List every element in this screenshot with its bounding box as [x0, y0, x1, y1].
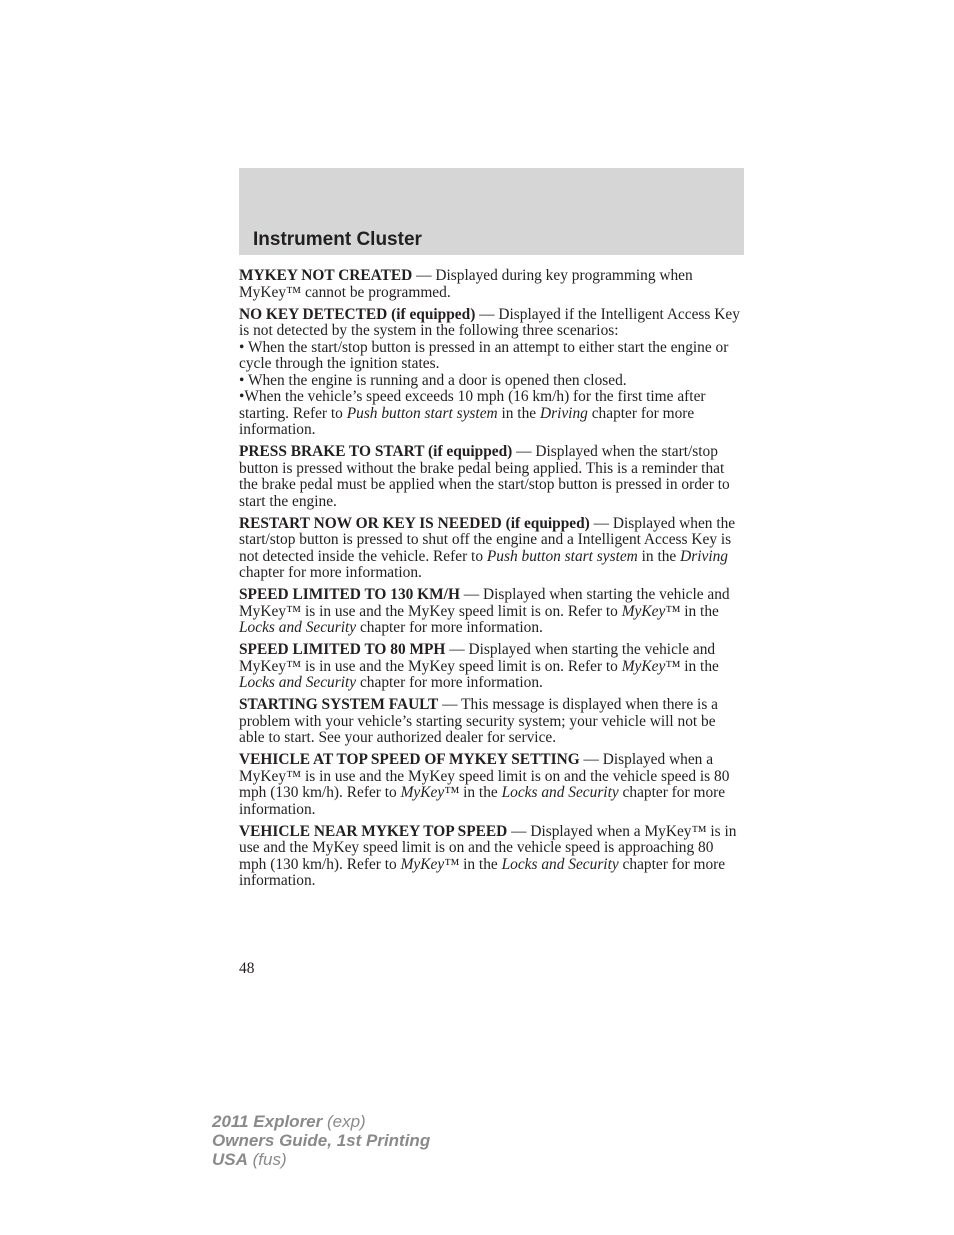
- entry-term: SPEED LIMITED TO 130 KM/H: [239, 586, 460, 603]
- entry-term: SPEED LIMITED TO 80 MPH: [239, 641, 446, 658]
- entry-text: chapter for more information.: [356, 619, 543, 636]
- cross-reference: Push button start system: [346, 404, 498, 422]
- entry-text: — Displayed when starting the vehicle and MyKey™ is in use and the MyKey speed limit is on. Refer to: [239, 586, 730, 620]
- entry-vehicle-at-top-speed: [239, 752, 744, 818]
- entry-text: in the: [680, 602, 719, 620]
- cross-reference: MyKey™: [400, 784, 460, 801]
- bullet-text: chapter for more information.: [239, 404, 695, 438]
- entry-term: VEHICLE NEAR MYKEY TOP SPEED: [239, 822, 508, 840]
- entry-text: — Displayed if the Intelligent Access Key is not detected by the system in the following three scenarios:: [239, 305, 740, 339]
- entry-mykey-not-created: [239, 268, 744, 301]
- entry-speed-limited-80: [239, 642, 744, 692]
- entry-text: in the: [680, 657, 719, 675]
- cross-reference: Locks and Security: [501, 855, 619, 873]
- entry-text: chapter for more information.: [356, 674, 543, 691]
- entry-text: — Displayed when a MyKey™ is in use and the MyKey speed limit is on and the vehicle speed is approaching 80 mph (130 km/h). Refer to: [239, 822, 737, 873]
- entry-term: MYKEY NOT CREATED: [239, 267, 413, 284]
- cross-reference: MyKey™: [621, 602, 681, 620]
- section-title: Instrument Cluster: [253, 229, 422, 250]
- entry-text: chapter for more information.: [239, 784, 726, 818]
- cross-reference: MyKey™: [621, 657, 681, 675]
- entry-term: PRESS BRAKE TO START (if equipped): [239, 443, 513, 460]
- footer-line-guide: [212, 1131, 430, 1150]
- entry-text: chapter for more information.: [239, 855, 726, 889]
- cross-reference: Push button start system: [486, 547, 638, 565]
- cross-reference: Locks and Security: [239, 674, 357, 691]
- entry-intro: [239, 307, 744, 340]
- entry-term: STARTING SYSTEM FAULT: [239, 696, 439, 713]
- entry-text: — Displayed when a MyKey™ is in use and the MyKey speed limit is on and the vehicle speed is 80 mph (130 km/h). Refer to: [239, 751, 730, 801]
- footer-model: 2011 Explorer: [212, 1112, 323, 1131]
- entry-text: chapter for more information.: [239, 564, 422, 581]
- entry-text: in the: [459, 855, 502, 873]
- footer-guide: Owners Guide, 1st Printing: [212, 1131, 431, 1150]
- entry-text: — Displayed during key programming when MyKey™ cannot be programmed.: [239, 267, 693, 301]
- cross-reference: Locks and Security: [239, 619, 357, 636]
- entry-text: — Displayed when the start/stop button is pressed to shut off the engine and a Intelligent Access Key is not detected inside the vehicle. Refer to: [239, 514, 736, 565]
- footer-line-model: [212, 1112, 430, 1131]
- entry-press-brake-to-start: [239, 444, 744, 510]
- entry-text: in the: [459, 784, 502, 801]
- page-number: 48: [239, 960, 255, 977]
- bullet-item: • When the engine is running and a door is opened then closed.: [239, 371, 627, 389]
- bullet-item: [239, 389, 744, 439]
- entry-term: VEHICLE AT TOP SPEED OF MYKEY SETTING: [239, 751, 580, 768]
- entry-term: NO KEY DETECTED (if equipped): [239, 305, 476, 323]
- entry-text: — Displayed when starting the vehicle and MyKey™ is in use and the MyKey speed limit is on. Refer to: [239, 641, 716, 675]
- bullet-text: in the: [497, 404, 540, 422]
- document-footer: [212, 1112, 430, 1169]
- entry-speed-limited-130: [239, 587, 744, 637]
- footer-market: USA: [212, 1150, 248, 1169]
- entry-restart-now: [239, 516, 744, 582]
- page-content: [239, 268, 744, 895]
- entry-text: in the: [637, 547, 681, 565]
- entry-vehicle-near-top-speed: [239, 824, 744, 890]
- entry-text: — Displayed when the start/stop button is pressed without the brake pedal being applied. This is a reminder that the brake pedal must be applied when the start/stop button is pressed in order to start the engine.: [239, 443, 730, 510]
- section-header-band: [239, 168, 744, 255]
- entry-term: RESTART NOW OR KEY IS NEEDED (if equipped): [239, 514, 590, 532]
- cross-reference: MyKey™: [400, 855, 460, 873]
- bullet-item: • When the start/stop button is pressed in an attempt to either start the engine or cycle through the ignition states.: [239, 338, 729, 372]
- entry-no-key-detected: [239, 307, 744, 439]
- footer-market-code: (fus): [247, 1150, 287, 1169]
- cross-reference: Driving: [680, 547, 729, 565]
- entry-text: — This message is displayed when there is a problem with your vehicle’s starting security system; your vehicle will not be able to start. See your authorized dealer for service.: [239, 696, 718, 746]
- bullet-text: •When the vehicle’s speed exceeds 10 mph (16 km/h) for the first time after starting. Refer to: [239, 388, 706, 422]
- cross-reference: Driving: [539, 404, 588, 422]
- entry-starting-system-fault: [239, 697, 744, 747]
- cross-reference: Locks and Security: [501, 784, 619, 801]
- footer-line-market: [212, 1150, 430, 1169]
- footer-model-code: (exp): [322, 1112, 366, 1131]
